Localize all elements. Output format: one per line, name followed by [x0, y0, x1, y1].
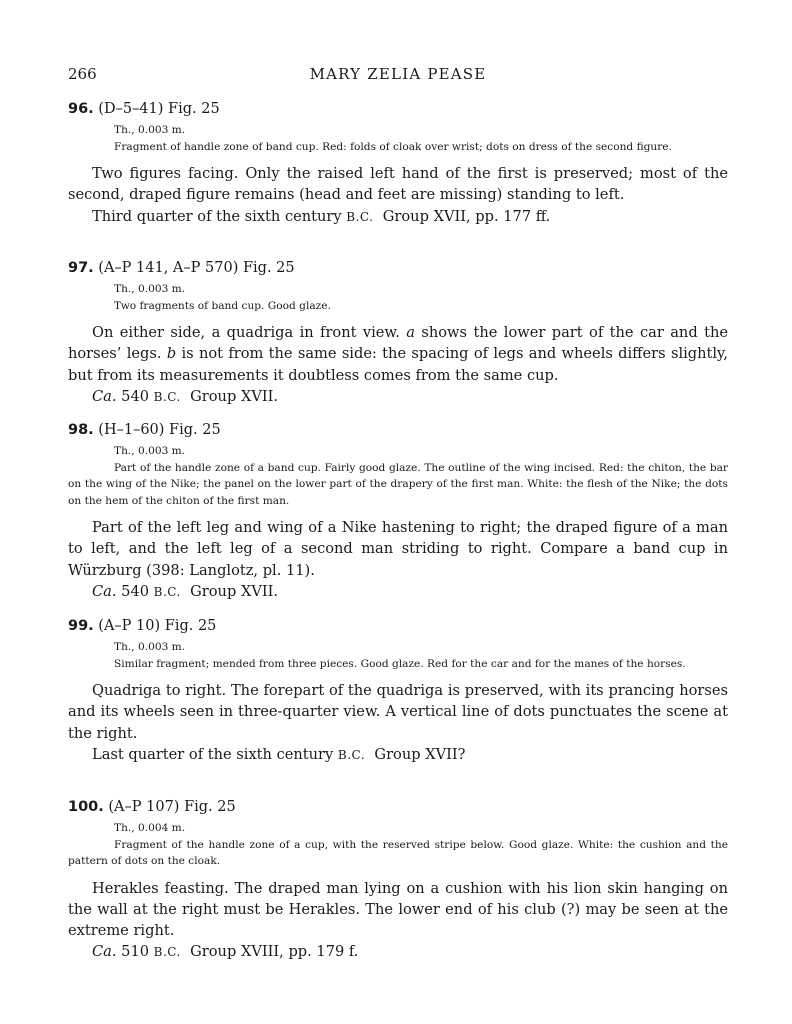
- catalogue-entry-98: [68, 421, 728, 603]
- entry-detail: Two fragments of band cup. Good glaze.: [114, 299, 331, 312]
- date-group: Group XVII.: [190, 387, 279, 405]
- description-text: On either side, a quadriga in front view.: [92, 324, 407, 341]
- entry-date: [68, 386, 728, 408]
- entry-heading: [68, 421, 728, 439]
- entry-reference: (A–P 107) Fig. 25: [108, 799, 236, 815]
- date-group: Group XVII.: [190, 582, 279, 600]
- running-head: [68, 65, 728, 85]
- date-year: 510: [121, 943, 150, 961]
- entry-date: [68, 941, 728, 963]
- entry-thickness: Th., 0.003 m.: [114, 445, 186, 457]
- date-prefix: Ca.: [92, 387, 117, 405]
- entry-reference: (D–5–41) Fig. 25: [98, 101, 220, 117]
- entry-heading: [68, 100, 728, 118]
- entry-date: [68, 206, 728, 228]
- entry-number: 98.: [68, 422, 94, 438]
- entry-description: Two figures facing. Only the raised left hand of the first is preserved; most of the second, draped figure remains (head and feet are missing) standing to left.: [68, 165, 728, 204]
- date-prefix: Third quarter of the sixth century: [92, 207, 342, 225]
- entry-thickness: Th., 0.003 m.: [114, 641, 186, 653]
- description-text: shows the lower part of the car and the horses’ legs.: [68, 324, 728, 363]
- date-prefix: Ca.: [92, 582, 117, 600]
- page-number: 266: [68, 65, 97, 83]
- entry-date: [68, 744, 728, 766]
- entry-date: [68, 581, 728, 603]
- date-group: Group XVII, pp. 177 ff.: [382, 207, 551, 225]
- entry-heading: [68, 798, 728, 816]
- entry-detail: Part of the handle zone of a band cup. Fairly good glaze. The outline of the wing incised. Red: the chiton, the bar on the wing of the Nike; the panel on the lower part of the drapery of the first man. White: the flesh of the Nike; the dots on the hem of the chiton of the first man.: [68, 461, 728, 507]
- entry-detail: Fragment of handle zone of band cup. Red: folds of cloak over wrist; dots on dress of the second figure.: [114, 140, 672, 153]
- entry-heading: [68, 259, 728, 277]
- entry-reference: (H–1–60) Fig. 25: [98, 422, 221, 438]
- date-era: B.C.: [153, 584, 181, 599]
- description-text: is not from the same side: the spacing of legs and wheels differs slightly, but from its measurements it doubtless comes from the same cup.: [68, 345, 728, 384]
- entry-detail: Similar fragment; mended from three pieces. Good glaze. Red for the car and for the manes of the horses.: [114, 657, 686, 670]
- entry-number: 100.: [68, 799, 104, 815]
- catalogue-entry-97: [68, 259, 728, 408]
- date-year: 540: [121, 582, 150, 600]
- entry-description: Quadriga to right. The forepart of the quadriga is preserved, with its prancing horses and its wheels seen in three-quarter view. A vertical line of dots punctuates the scene at the right.: [68, 682, 728, 742]
- date-group: Group XVIII, pp. 179 f.: [190, 943, 359, 961]
- entry-number: 99.: [68, 618, 94, 634]
- entry-thickness: Th., 0.003 m.: [114, 124, 186, 136]
- entry-description: [68, 322, 728, 386]
- entry-thickness: Th., 0.003 m.: [114, 283, 186, 295]
- entry-detail: Fragment of the handle zone of a cup, with the reserved stripe below. Good glaze. White: the cushion and the pattern of dots on the cloak.: [68, 838, 728, 867]
- date-era: B.C.: [153, 389, 181, 404]
- fragment-label-a: a: [406, 324, 415, 341]
- entry-reference: (A–P 10) Fig. 25: [98, 618, 217, 634]
- date-group: Group XVII?: [374, 745, 466, 763]
- date-era: B.C.: [337, 747, 366, 762]
- entry-number: 96.: [68, 101, 94, 117]
- running-title: MARY ZELIA PEASE: [309, 65, 487, 83]
- entry-reference: (A–P 141, A–P 570) Fig. 25: [98, 260, 295, 276]
- date-prefix: Last quarter of the sixth century: [92, 745, 334, 763]
- date-era: B.C.: [346, 209, 374, 224]
- catalogue-entry-96: [68, 100, 728, 228]
- date-prefix: Ca.: [92, 943, 117, 961]
- catalogue-entry-99: [68, 617, 728, 766]
- catalogue-entry-100: [68, 798, 728, 964]
- date-year: 540: [121, 387, 150, 405]
- entry-number: 97.: [68, 260, 94, 276]
- entry-description: Herakles feasting. The draped man lying on a cushion with his lion skin hanging on the wall at the right must be Herakles. The lower end of his club (?) may be seen at the extreme right.: [68, 879, 728, 940]
- entry-heading: [68, 617, 728, 635]
- fragment-label-b: b: [166, 345, 177, 363]
- entry-thickness: Th., 0.004 m.: [114, 822, 186, 834]
- date-era: B.C.: [153, 945, 181, 960]
- entry-description: Part of the left leg and wing of a Nike hastening to right; the draped figure of a man to left, and the left leg of a second man striding to right. Compare a band cup in Würzburg (398: Langlotz, pl. 11).: [68, 519, 728, 579]
